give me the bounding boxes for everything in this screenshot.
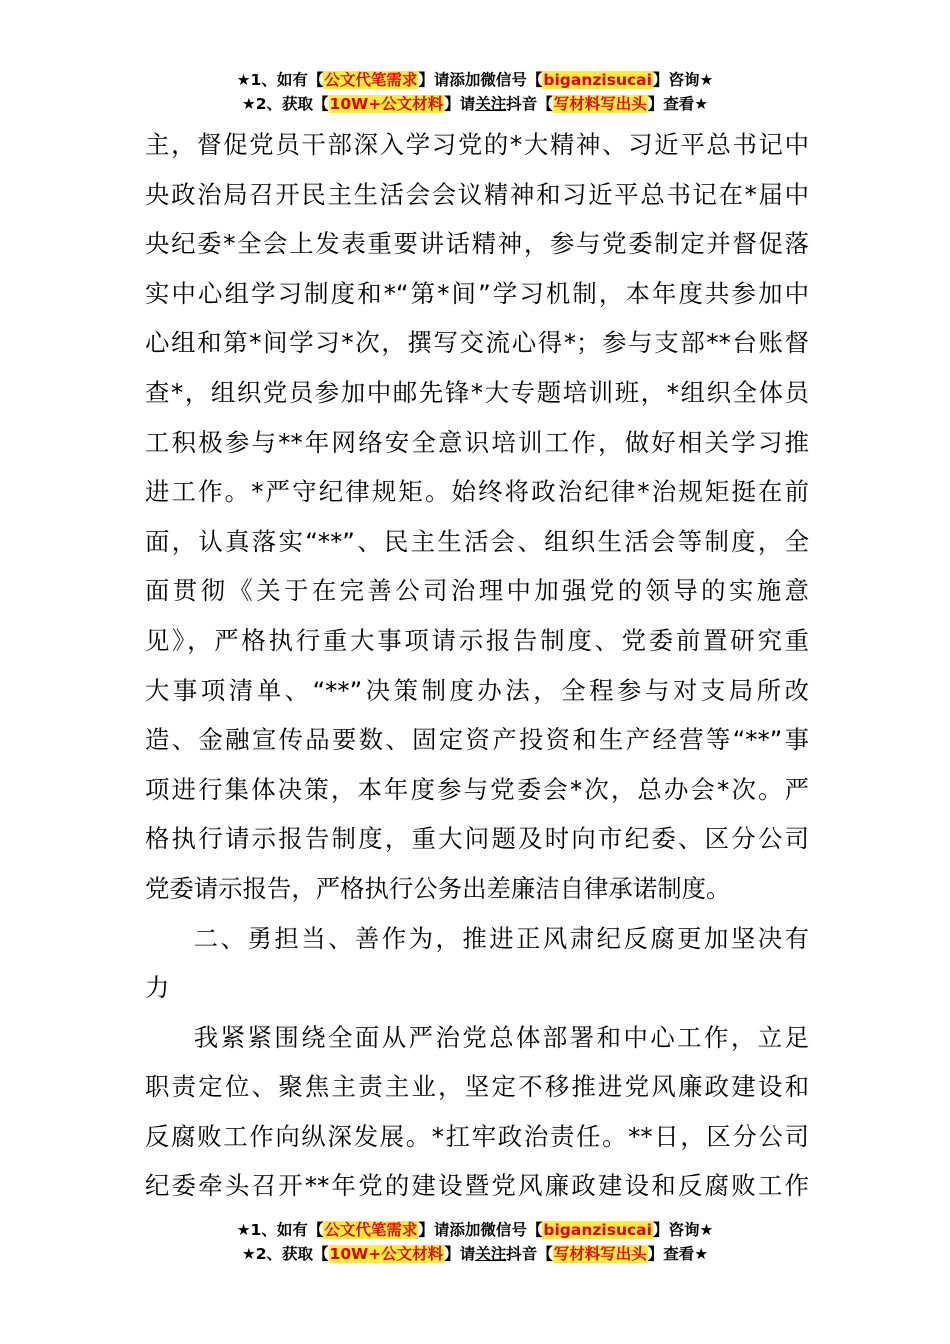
paragraph-start-line: 我紧紧围绕全面从严治党总体部署和中心工作，立足 [193,1022,809,1052]
text-line: 面，认真落实“**”、民主生活会、组织生活会等制度，全 [145,526,809,556]
paragraph-end-line: 党委请示报告，严格执行公务出差廉洁自律承诺制度。 [145,873,731,903]
text-line: 项进行集体决策，本年度参与党委会*次，总办会*次。严 [145,774,809,804]
section-heading: 二、勇担当、善作为，推进正风肃纪反腐更加坚决有 [193,923,809,953]
text-line: 反腐败工作向纵深发展。*扛牢政治责任。**日，区分公司 [145,1121,809,1151]
highlight-materials: 10W+公文材料 [329,95,444,113]
highlight-wechat-id: biganzisucai [543,71,652,89]
text-line: 面贯彻《关于在完善公司治理中加强党的领导的实施意 [145,576,809,606]
header-banner [0,68,950,116]
text-line: 进工作。*严守纪律规矩。始终将政治纪律*治规矩挺在前 [145,477,809,507]
document-body [145,120,809,1211]
text-line: 造、金融宣传品要数、固定资产投资和生产经营等“**”事 [145,725,809,755]
highlight-ghostwriting: 公文代笔需求 [324,71,418,89]
highlight-materials: 10W+公文材料 [329,1245,444,1263]
text-line: 工积极参与**年网络安全意识培训工作，做好相关学习推 [145,427,809,457]
banner-line-1: ★1、如有【公文代笔需求】请添加微信号【biganzisucai】咨询★ [236,1221,714,1239]
banner-line-2: ★2、获取【10W+公文材料】请关注抖音【写材料写出头】查看★ [241,1245,709,1263]
highlight-douyin-account: 写材料写出头 [553,95,647,113]
highlight-wechat-id: biganzisucai [543,1221,652,1239]
text-line: 心组和第*间学习*次，撰写交流心得*；参与支部**台账督 [145,328,809,358]
text-line: 格执行请示报告制度，重大问题及时向市纪委、区分公司 [145,824,809,854]
text-line: 见》，严格执行重大事项请示报告制度、党委前置研究重 [145,625,809,655]
banner-line-2: ★2、获取【10W+公文材料】请关注抖音【写材料写出头】查看★ [241,95,709,113]
footer-banner [0,1218,950,1266]
text-line: 实中心组学习制度和*“第*间”学习机制，本年度共参加中 [145,278,809,308]
text-line: 查*，组织党员参加中邮先锋*大专题培训班，*组织全体员 [145,377,809,407]
text-line: 大事项清单、“**”决策制度办法，全程参与对支局所改 [145,675,809,705]
highlight-ghostwriting: 公文代笔需求 [324,1221,418,1239]
text-line: 纪委牵头召开**年党的建设暨党风廉政建设和反腐败工作 [145,1171,809,1201]
banner-line-1: ★1、如有【公文代笔需求】请添加微信号【biganzisucai】咨询★ [236,71,714,89]
section-heading-end: 力 [145,973,170,1003]
text-line: 主，督促党员干部深入学习党的*大精神、习近平总书记中 [145,130,809,159]
text-line: 央政治局召开民主生活会会议精神和习近平总书记在*届中 [145,179,809,209]
highlight-douyin-account: 写材料写出头 [553,1245,647,1263]
text-line: 职责定位、聚焦主责主业，坚定不移推进党风廉政建设和 [145,1072,809,1102]
text-line: 央纪委*全会上发表重要讲话精神，参与党委制定并督促落 [145,229,809,259]
